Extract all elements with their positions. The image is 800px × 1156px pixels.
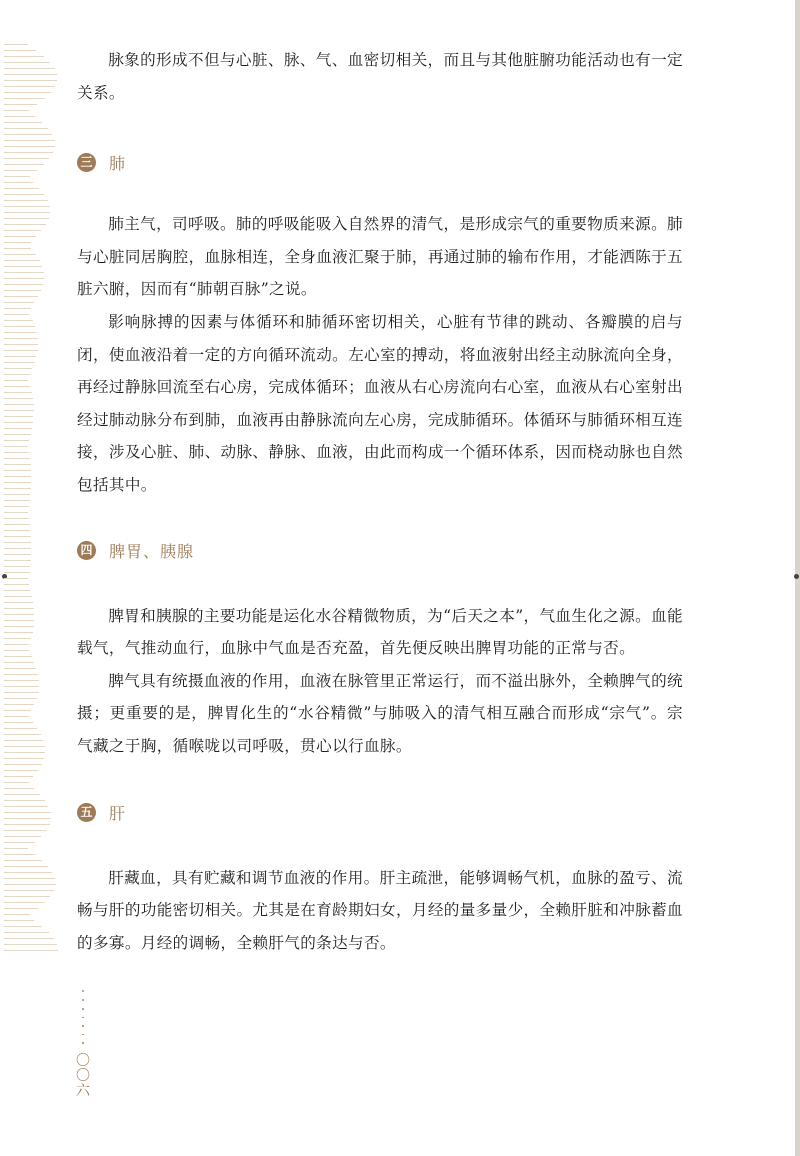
decor-line <box>4 410 34 411</box>
decor-line <box>4 800 45 801</box>
decor-line <box>4 500 30 501</box>
decor-line <box>4 530 30 531</box>
body-paragraph: 脾胃和胰腺的主要功能是运化水谷精微物质，为“后天之本”，气血生化之源。血能载气，气推动血行，血脉中气血是否充盈，首先便反映出脾胃功能的正常与否。 <box>77 606 683 658</box>
folio-dot <box>82 1042 84 1044</box>
decor-line <box>4 680 39 681</box>
decor-line <box>4 920 34 921</box>
decor-line <box>4 908 38 909</box>
decor-line <box>4 440 29 441</box>
decor-line <box>4 164 44 165</box>
decor-line <box>4 656 32 657</box>
decor-line <box>4 344 38 345</box>
section-title: 肝 <box>109 804 127 823</box>
page-number-digit: 〇 <box>76 1067 90 1084</box>
decor-line <box>4 458 30 459</box>
decor-line <box>4 842 35 843</box>
body-paragraph: 影响脉搏的因素与体循环和肺循环密切相关，心脏有节律的跳动、各瓣膜的启与闭，使血液沿着一定的方向循环流动。左心室的搏动，将血液射出经主动脉流向全身，再经过静脉回流至右心房，完成体循环；血液从右心房流向右心室，血液从右心室射出经过肺动脉分布到肺，血液再由静脉流向左心房，完成肺循环。体循环与肺循环相互连接，涉及心脏、肺、动脉、静脉、血液，由此而构成一个循环体系，因而桡动脉也自然包括其中。 <box>77 312 683 494</box>
section-heading-liver <box>77 799 683 827</box>
decor-line <box>4 398 33 399</box>
decor-line <box>4 116 35 117</box>
decor-line <box>4 56 44 57</box>
decor-line <box>4 902 45 903</box>
decorative-line-pattern <box>0 44 66 964</box>
decor-line <box>4 176 30 177</box>
decor-line <box>4 830 46 831</box>
decor-line <box>4 392 32 393</box>
decor-line <box>4 446 28 447</box>
decor-line <box>4 548 31 549</box>
decor-line <box>4 284 43 285</box>
decor-line <box>4 98 45 99</box>
decor-line <box>4 200 48 201</box>
decor-line <box>4 710 31 711</box>
decor-line <box>4 362 35 363</box>
section-heading-lung <box>77 148 683 176</box>
body-paragraph: 肝藏血，具有贮藏和调节血液的作用。肝主疏泄，能够调畅气机，血脉的盈亏、流畅与肝的功能密切相关。尤其是在育龄期妇女，月经的量多量少，全赖肝脏和冲脉蓄血的多寡。月经的调畅，全赖肝气的条达与否。 <box>77 868 683 952</box>
decor-line <box>4 752 45 753</box>
decor-line <box>4 674 38 675</box>
decor-line <box>4 488 31 489</box>
decor-line <box>4 86 55 87</box>
decor-line <box>4 836 41 837</box>
decor-line <box>4 554 31 555</box>
decor-line <box>4 260 40 261</box>
decor-line <box>4 866 48 867</box>
folio-dot <box>82 1017 84 1019</box>
decor-line <box>4 734 41 735</box>
decor-line <box>4 944 57 945</box>
decor-line <box>4 482 31 483</box>
decor-line <box>4 506 29 507</box>
decor-line <box>4 104 37 105</box>
decor-line <box>4 914 30 915</box>
decor-line <box>4 896 50 897</box>
decor-line <box>4 932 49 933</box>
decor-line <box>4 230 41 231</box>
decor-line <box>4 704 34 705</box>
decor-line <box>4 806 48 807</box>
page-folio <box>74 990 92 1099</box>
decor-line <box>4 404 34 405</box>
section-number-badge: 四 <box>77 541 96 560</box>
decor-line <box>4 572 30 573</box>
decor-line <box>4 926 42 927</box>
decor-line <box>4 74 57 75</box>
decor-line <box>4 650 29 651</box>
decor-line <box>4 698 37 699</box>
decor-line <box>4 386 30 387</box>
decor-line <box>4 290 41 291</box>
section-heading-spleen <box>77 537 683 565</box>
folio-dot <box>82 1025 84 1027</box>
decor-line <box>4 434 31 435</box>
decor-line <box>4 536 31 537</box>
decor-line <box>4 158 49 159</box>
section-title: 肺 <box>109 153 127 173</box>
decor-line <box>4 938 54 939</box>
decor-line <box>4 470 31 471</box>
decor-line <box>4 296 38 297</box>
decor-line <box>4 128 48 129</box>
decor-line <box>4 146 55 147</box>
intro-paragraph: 脉象的形成不但与心脏、脉、气、血密切相关，而且与其他脏腑功能活动也有一定关系。 <box>77 51 683 102</box>
decor-line <box>4 764 42 765</box>
decor-line <box>4 518 29 519</box>
decor-line <box>4 722 33 723</box>
decor-line <box>4 716 29 717</box>
decor-line <box>4 134 52 135</box>
decor-line <box>4 596 32 597</box>
decor-line <box>4 50 36 51</box>
decor-line <box>4 314 29 315</box>
decor-line <box>4 524 30 525</box>
decor-line <box>4 242 31 243</box>
decor-line <box>4 374 30 375</box>
decor-line <box>4 620 34 621</box>
decor-line <box>4 218 49 219</box>
decor-line <box>4 818 51 819</box>
section-title: 脾胃、胰腺 <box>109 542 195 562</box>
decor-line <box>4 770 38 771</box>
decor-line <box>4 80 57 81</box>
decor-line <box>4 608 34 609</box>
decor-line <box>4 122 42 123</box>
decor-line <box>4 254 36 255</box>
decor-line <box>4 668 36 669</box>
decor-line <box>4 626 34 627</box>
decor-line <box>4 188 39 189</box>
decor-line <box>4 566 30 567</box>
decor-line <box>4 644 29 645</box>
right-edge-mark <box>794 574 799 579</box>
page-number-digit: 六 <box>76 1082 90 1099</box>
decor-line <box>4 560 31 561</box>
decor-line <box>4 92 51 93</box>
decor-line <box>4 890 54 891</box>
body-paragraph: 脾气具有统摄血液的作用，血液在脉管里正常运行，而不溢出脉外，全赖脾气的统摄；更重要的是，脾胃化生的“水谷精微”与肺吸入的清气相互融合而形成“宗气”。宗气藏之于胸，循喉咙以司呼吸，贯心以行血脉。 <box>77 671 683 755</box>
decor-line <box>4 794 40 795</box>
decor-line <box>4 110 29 111</box>
decor-line <box>4 380 28 381</box>
decor-line <box>4 878 55 879</box>
decor-line <box>4 632 33 633</box>
decor-line <box>4 308 31 309</box>
decor-line <box>4 68 55 69</box>
decor-line <box>4 326 35 327</box>
decor-line <box>4 542 31 543</box>
decor-line <box>4 758 44 759</box>
decor-line <box>4 236 36 237</box>
decor-line <box>4 602 33 603</box>
decor-line <box>4 152 53 153</box>
decor-line <box>4 416 33 417</box>
page-content <box>77 44 683 959</box>
decor-line <box>4 332 37 333</box>
decor-line <box>4 266 42 267</box>
decor-line <box>4 884 56 885</box>
decor-line <box>4 140 55 141</box>
decor-line <box>4 278 44 279</box>
decor-line <box>4 782 29 783</box>
decor-line <box>4 872 52 873</box>
body-paragraph: 肺主气，司呼吸。肺的呼吸能吸入自然界的清气，是形成宗气的重要物质来源。肺与心脏同居胸腔，血脉相连，全身血液汇聚于肺，再通过肺的输布作用，才能洒陈于五脏六腑，因而有“肺朝百脉”之说。 <box>77 215 683 299</box>
decor-line <box>4 302 34 303</box>
decor-line <box>4 44 28 45</box>
folio-dot <box>82 999 84 1001</box>
decor-line <box>4 428 32 429</box>
decor-line <box>4 740 43 741</box>
decor-line <box>4 578 28 579</box>
decor-line <box>4 854 35 855</box>
decor-line <box>4 662 34 663</box>
decor-line <box>4 182 33 183</box>
decor-line <box>4 776 33 777</box>
page-number-digit: 〇 <box>76 1052 90 1069</box>
decor-line <box>4 272 44 273</box>
decor-line <box>4 350 38 351</box>
decor-line <box>4 422 33 423</box>
decor-line <box>4 494 30 495</box>
decor-line <box>4 590 30 591</box>
folio-dot <box>82 1008 84 1010</box>
decor-line <box>4 224 46 225</box>
decor-line <box>4 464 31 465</box>
section-number-badge: 五 <box>77 803 96 822</box>
decor-line <box>4 320 33 321</box>
decor-line <box>4 692 39 693</box>
decor-line <box>4 452 29 453</box>
decor-line <box>4 584 29 585</box>
decor-line <box>4 62 50 63</box>
decor-line <box>4 614 34 615</box>
decor-line <box>4 860 42 861</box>
decor-line <box>4 950 58 951</box>
decor-line <box>4 848 28 849</box>
folio-dot <box>82 1034 84 1036</box>
decor-line <box>4 686 39 687</box>
decor-line <box>4 194 44 195</box>
decor-line <box>4 476 31 477</box>
decor-line <box>4 206 50 207</box>
decor-line <box>4 638 31 639</box>
decor-line <box>4 212 50 213</box>
decor-line <box>4 356 36 357</box>
decor-line <box>4 812 51 813</box>
folio-dot <box>82 990 84 992</box>
decor-line <box>4 746 45 747</box>
decor-line <box>4 788 34 789</box>
decor-line <box>4 512 28 513</box>
decor-line <box>4 170 37 171</box>
decor-line <box>4 368 32 369</box>
section-number-badge: 三 <box>77 153 96 172</box>
decor-line <box>4 338 38 339</box>
decor-line <box>4 728 37 729</box>
decor-line <box>4 248 31 249</box>
decor-line <box>4 824 50 825</box>
